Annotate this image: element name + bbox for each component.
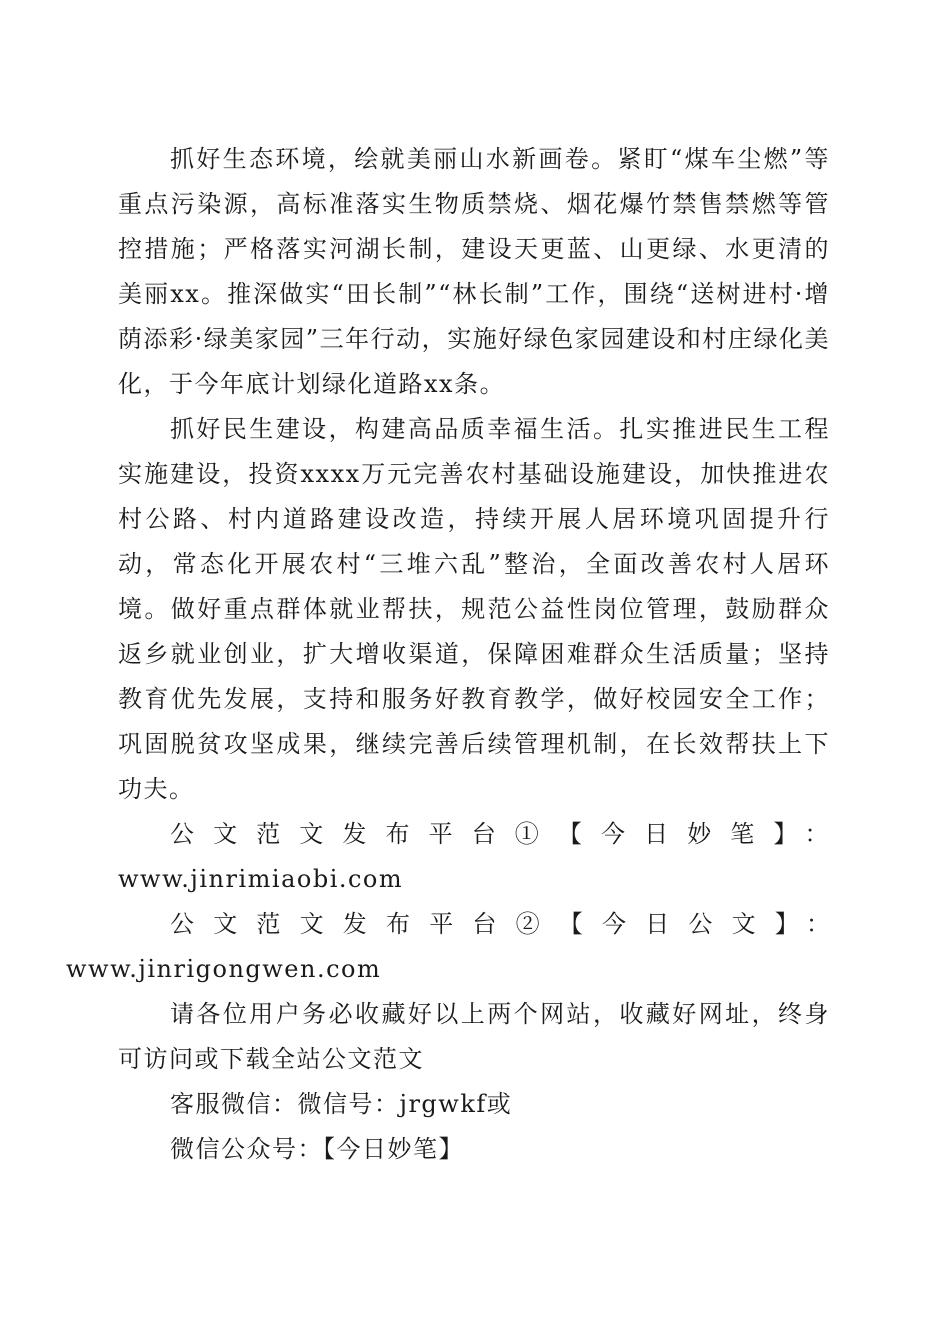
- platform-two-block: [66, 902, 830, 992]
- official-account-line: 微信公众号：【今日妙笔】: [170, 1135, 464, 1163]
- platform-two-url: www.jinrigongwen.com: [66, 955, 382, 983]
- document-page: [66, 137, 830, 1172]
- platform-two-label: 公文范文发布平台②【今日公文】：: [170, 910, 830, 938]
- service-wechat-line: 客服微信：微信号：jrgwkf或: [170, 1090, 513, 1118]
- paragraph-ecology: 抓好生态环境，绘就美丽山水新画卷。紧盯“煤车尘燃”等重点污染源，高标准落实生物质禁烧、烟花爆竹禁售禁燃等管控措施；严格落实河湖长制，建设天更蓝、山更绿、水更清的美丽xx。推深做实“田长制”“林长制”工作，围绕“送树进村·增荫添彩·绿美家园”三年行动，实施好绿色家园建设和村庄绿化美化，于今年底计划绿化道路xx条。: [118, 145, 830, 398]
- notice-paragraph: 请各位用户务必收藏好以上两个网站，收藏好网址，终身可访问或下载全站公文范文: [118, 1000, 830, 1073]
- paragraph-livelihood: 抓好民生建设，构建高品质幸福生活。扎实推进民生工程实施建设，投资xxxx万元完善农村基础设施建设，加快推进农村公路、村内道路建设改造，持续开展人居环境巩固提升行动，常态化开展农村“三堆六乱”整治，全面改善农村人居环境。做好重点群体就业帮扶，规范公益性岗位管理，鼓励群众返乡就业创业，扩大增收渠道，保障困难群众生活质量；坚持教育优先发展，支持和服务好教育教学，做好校园安全工作；巩固脱贫攻坚成果，继续完善后续管理机制，在长效帮扶上下功夫。: [118, 415, 830, 803]
- platform-one-line: 公文范文发布平台①【今日妙笔】：www.jinrimiaobi.com: [118, 820, 830, 893]
